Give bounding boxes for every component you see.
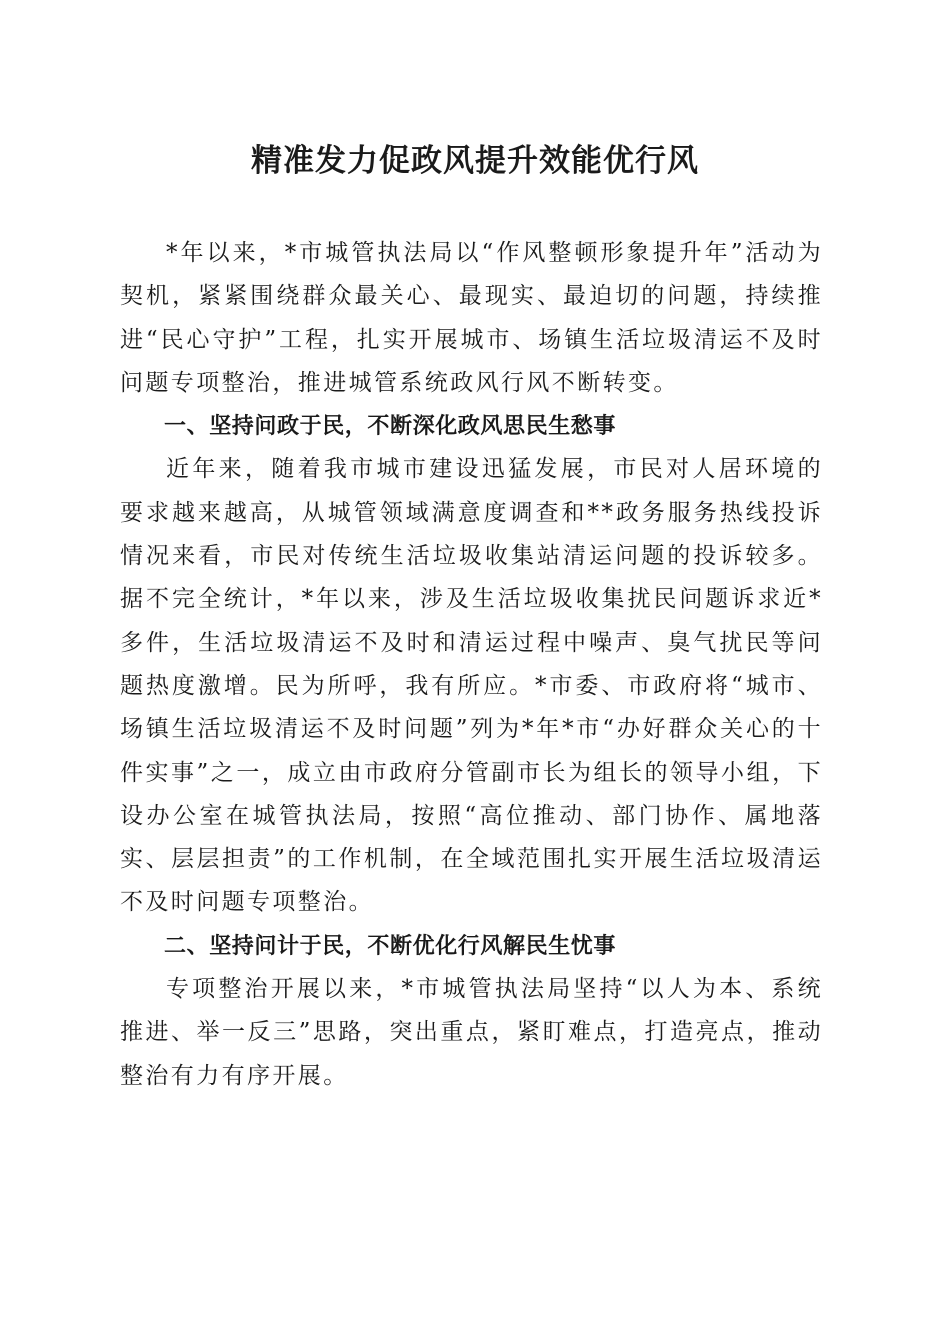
intro-paragraph: *年以来，*市城管执法局以“作风整顿形象提升年”活动为契机，紧紧围绕群众最关心、最现实、最迫切的问题，持续推进“民心守护”工程，扎实开展城市、场镇生活垃圾清运不及时问题专项整治，推进城管系统政风行风不断转变。 <box>120 240 823 396</box>
document-body <box>120 232 823 1098</box>
section-paragraph-1: 近年来，随着我市城市建设迅猛发展，市民对人居环境的要求越来越高，从城管领域满意度调查和**政务服务热线投诉情况来看，市民对传统生活垃圾收集站清运问题的投诉较多。据不完全统计，*年以来，涉及生活垃圾收集扰民问题诉求近*多件，生活垃圾清运不及时和清运过程中噪声、臭气扰民等问题热度激增。民为所呼，我有所应。*市委、市政府将“城市、场镇生活垃圾清运不及时问题”列为*年*市“办好群众关心的十件实事”之一，成立由市政府分管副市长为组长的领导小组，下设办公室在城管执法局，按照“高位推动、部门协作、属地落实、层层担责”的工作机制，在全域范围扎实开展生活垃圾清运不及时问题专项整治。 <box>120 456 823 916</box>
document-title: 精准发力促政风提升效能优行风 <box>251 143 699 179</box>
section-heading-1: 一、坚持问政于民，不断深化政风思民生愁事 <box>164 414 617 440</box>
section-heading-2: 二、坚持问计于民，不断优化行风解民生忧事 <box>164 933 617 959</box>
section-paragraph-2: 专项整治开展以来，*市城管执法局坚持“以人为本、系统推进、举一反三”思路，突出重点，紧盯难点，打造亮点，推动整治有力有序开展。 <box>120 976 823 1089</box>
